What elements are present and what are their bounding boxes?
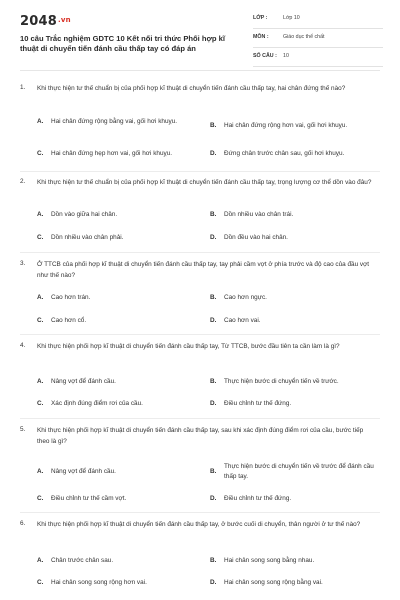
- question-separator: [20, 334, 380, 335]
- option-letter: D.: [210, 579, 217, 586]
- option-letter: B.: [210, 211, 217, 218]
- option-letter: D.: [210, 150, 217, 157]
- option-text: Hai chân đứng rộng hơn vai, gối hơi khuỵu.: [224, 122, 348, 129]
- logo-main: 2048: [20, 14, 57, 29]
- option-letter: B.: [210, 557, 217, 564]
- option-letter: A.: [37, 468, 44, 475]
- option-text: Hai chân song song bằng nhau.: [224, 557, 315, 564]
- option-text: Thực hiện bước di chuyển tiến về trước.: [224, 378, 339, 385]
- option-letter: B.: [210, 122, 217, 129]
- document-title: 10 câu Trắc nghiệm GDTC 10 Kết nối tri thức Phối hợp kĩ thuật di chuyển tiến đánh cầu thấp tay có đáp án: [20, 34, 225, 53]
- meta-row-count: [253, 52, 383, 67]
- meta-value: 10: [283, 53, 289, 59]
- option-text: Nâng vợt để đánh cầu.: [51, 378, 116, 385]
- option-letter: A.: [37, 118, 44, 125]
- question-separator: [20, 418, 380, 419]
- logo-tld: .vn: [57, 16, 71, 24]
- option-letter: B.: [210, 378, 217, 385]
- question-text: Khi thực hiện tư thế chuẩn bị của phối hợp kĩ thuật di chuyển tiến đánh cầu thấp tay, hai chân đứng thế nào?: [37, 85, 346, 92]
- option-letter: D.: [210, 495, 217, 502]
- worksheet-header: [0, 0, 400, 66]
- question-number: 6.: [20, 520, 26, 527]
- option-text: Chân trước chân sau.: [51, 557, 114, 564]
- meta-key: SỐ CÂU :: [253, 53, 277, 59]
- question-2: [20, 178, 380, 254]
- question-1: [20, 84, 380, 170]
- option-letter: D.: [210, 400, 217, 407]
- question-number: 5.: [20, 426, 26, 433]
- option-text: Nâng vợt để đánh cầu.: [51, 468, 116, 475]
- question-4: [20, 342, 380, 418]
- question-text: Ở TTCB của phối hợp kĩ thuật di chuyển tiến đánh cầu thấp tay, tay phải cầm vợt ở phía trước và độ cao của đầu vợt như thế nào?: [37, 261, 370, 279]
- meta-row-subject: [253, 33, 383, 48]
- site-logo[interactable]: [20, 14, 71, 29]
- option-text: Điều chỉnh tư thế đứng.: [224, 495, 292, 502]
- option-letter: A.: [37, 378, 44, 385]
- header-divider: [20, 70, 380, 71]
- option-text: Thực hiện bước di chuyển tiến về trước để đánh cầu thấp tay.: [224, 463, 374, 480]
- meta-row-class: [253, 14, 383, 29]
- option-text: Cao hơn vai.: [224, 317, 261, 324]
- option-text: Dồn nhiều vào chân trái.: [224, 211, 294, 218]
- question-text: Khi thực hiện phối hợp kĩ thuật di chuyển tiến đánh cầu thấp tay, Từ TTCB, bước đầu tiên ta cần làm là gì?: [37, 343, 340, 350]
- option-letter: B.: [210, 468, 217, 475]
- option-text: Hai chân song song rộng hơn vai.: [51, 579, 147, 586]
- option-text: Hai chân đứng rộng bằng vai, gối hơi khuỵu.: [51, 118, 178, 125]
- option-letter: A.: [37, 557, 44, 564]
- meta-panel: [253, 14, 383, 71]
- option-text: Hai chân đứng hẹp hơn vai, gối hơi khuỵu.: [51, 150, 173, 157]
- option-text: Điều chỉnh tư thế cầm vợt.: [51, 495, 127, 502]
- option-text: Dồn nhiều vào chân phải.: [51, 234, 124, 241]
- option-text: Đứng chân trước chân sau, gối hơi khuỵu.: [224, 150, 345, 157]
- option-text: Điều chỉnh tư thế đứng.: [224, 400, 292, 407]
- option-letter: C.: [37, 317, 44, 324]
- meta-key: MÔN :: [253, 34, 269, 40]
- question-text: Khi thực hiện phối hợp kĩ thuật di chuyển tiến đánh cầu thấp tay, ở bước cuối di chuyển, thân người ở tư thế nào?: [37, 521, 361, 528]
- question-text: Khi thực hiện phối hợp kĩ thuật di chuyển tiến đánh cầu thấp tay, sau khi xác định đúng điểm rơi của cầu, bước tiếp theo là gì?: [37, 427, 364, 445]
- question-number: 1.: [20, 84, 26, 91]
- option-letter: D.: [210, 317, 217, 324]
- option-text: Dồn vào giữa hai chân.: [51, 211, 118, 218]
- question-number: 3.: [20, 260, 26, 267]
- option-letter: A.: [37, 211, 44, 218]
- option-text: Cao hơn ngực.: [224, 294, 267, 301]
- question-separator: [20, 252, 380, 253]
- option-letter: C.: [37, 579, 44, 586]
- question-text: Khi thực hiện tư thế chuẩn bị của phối hợp kĩ thuật di chuyển tiến đánh cầu thấp tay, trọng lượng cơ thể dồn vào đâu?: [37, 179, 372, 186]
- option-letter: A.: [37, 294, 44, 301]
- question-6: [20, 520, 380, 596]
- question-separator: [20, 512, 380, 513]
- meta-value: Lớp 10: [283, 15, 300, 21]
- question-number: 2.: [20, 178, 26, 185]
- option-text: Xác định đúng điểm rơi của cầu.: [51, 400, 143, 407]
- meta-key: LỚP :: [253, 15, 268, 21]
- question-separator: [20, 171, 380, 172]
- option-letter: D.: [210, 234, 217, 241]
- question-number: 4.: [20, 342, 26, 349]
- option-letter: C.: [37, 495, 44, 502]
- question-3: [20, 260, 380, 336]
- option-text: Dồn đều vào hai chân.: [224, 234, 288, 241]
- option-letter: C.: [37, 150, 44, 157]
- option-letter: B.: [210, 294, 217, 301]
- option-letter: C.: [37, 400, 44, 407]
- option-text: Hai chân song song rộng bằng vai.: [224, 579, 323, 586]
- question-5: [20, 426, 380, 512]
- meta-value: Giáo dục thể chất: [283, 34, 325, 40]
- option-letter: C.: [37, 234, 44, 241]
- option-text: Cao hơn trán.: [51, 294, 91, 301]
- option-text: Cao hơn cổ.: [51, 317, 87, 324]
